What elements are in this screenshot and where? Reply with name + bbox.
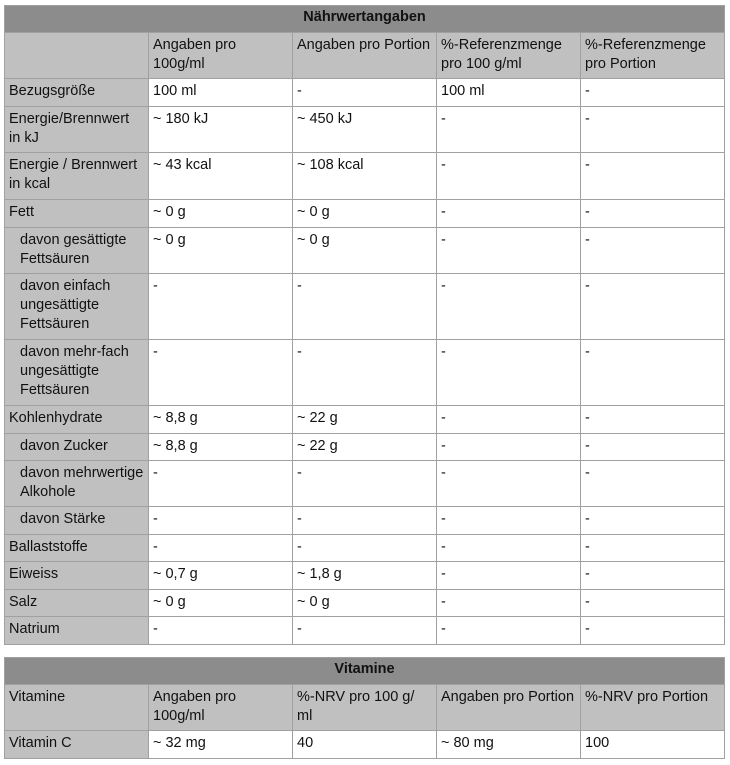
table-row <box>5 731 725 759</box>
cell-value: ~ 22 g <box>293 434 437 461</box>
row-label: Fett <box>5 200 149 228</box>
cell-value: ~ 0 g <box>293 200 437 228</box>
table-title: Nährwertangaben <box>5 6 725 33</box>
table-row <box>5 406 725 434</box>
table-row <box>5 461 725 507</box>
cell-value: - <box>437 434 581 461</box>
cell-value: - <box>581 535 725 562</box>
cell-value: 100 <box>581 731 725 759</box>
cell-value: 40 <box>293 731 437 759</box>
row-label: davon Zucker <box>5 434 149 461</box>
table-row <box>5 107 725 153</box>
column-header: %-Referenzmenge pro 100 g/ml <box>437 33 581 79</box>
column-header: Angaben pro 100g/ml <box>149 33 293 79</box>
row-label: Ballaststoffe <box>5 535 149 562</box>
row-label: davon einfach ungesättigte Fettsäuren <box>5 274 149 340</box>
table-row <box>5 562 725 590</box>
cell-value: 100 ml <box>437 79 581 107</box>
cell-value: - <box>437 107 581 153</box>
column-header: %-Referenzmenge pro Portion <box>581 33 725 79</box>
row-label: Kohlenhydrate <box>5 406 149 434</box>
cell-value: ~ 43 kcal <box>149 153 293 200</box>
table-row <box>5 153 725 200</box>
cell-value: - <box>437 535 581 562</box>
cell-value: - <box>581 79 725 107</box>
cell-value: - <box>581 200 725 228</box>
table-row <box>5 340 725 406</box>
table-row <box>5 228 725 274</box>
cell-value: - <box>293 535 437 562</box>
row-label: Eiweiss <box>5 562 149 590</box>
cell-value: - <box>437 274 581 340</box>
cell-value: ~ 0,7 g <box>149 562 293 590</box>
table-row <box>5 617 725 645</box>
row-label: Energie/Brennwert in kJ <box>5 107 149 153</box>
row-label: davon mehrwertige Alkohole <box>5 461 149 507</box>
cell-value: - <box>581 153 725 200</box>
cell-value: - <box>581 617 725 645</box>
cell-value: ~ 0 g <box>149 590 293 617</box>
cell-value: - <box>437 228 581 274</box>
cell-value: 100 ml <box>149 79 293 107</box>
column-header: Angaben pro 100g/ml <box>149 685 293 731</box>
cell-value: - <box>581 107 725 153</box>
cell-value: ~ 1,8 g <box>293 562 437 590</box>
cell-value: ~ 0 g <box>149 200 293 228</box>
cell-value: - <box>437 340 581 406</box>
cell-value: ~ 108 kcal <box>293 153 437 200</box>
cell-value: - <box>293 79 437 107</box>
table-row <box>5 434 725 461</box>
cell-value: ~ 22 g <box>293 406 437 434</box>
row-label: Bezugsgröße <box>5 79 149 107</box>
cell-value: - <box>149 617 293 645</box>
cell-value: - <box>437 590 581 617</box>
cell-value: ~ 0 g <box>293 228 437 274</box>
cell-value: - <box>437 153 581 200</box>
cell-value: - <box>581 228 725 274</box>
cell-value: - <box>581 507 725 535</box>
cell-value: ~ 80 mg <box>437 731 581 759</box>
cell-value: - <box>293 340 437 406</box>
cell-value: - <box>581 274 725 340</box>
table-row <box>5 590 725 617</box>
row-label: davon mehr-fach ungesättigte Fettsäuren <box>5 340 149 406</box>
table-row <box>5 535 725 562</box>
cell-value: - <box>149 507 293 535</box>
cell-value: - <box>293 507 437 535</box>
cell-value: - <box>437 507 581 535</box>
vitamin-table <box>4 657 725 759</box>
cell-value: - <box>581 434 725 461</box>
cell-value: - <box>437 617 581 645</box>
cell-value: - <box>437 406 581 434</box>
cell-value: ~ 8,8 g <box>149 406 293 434</box>
cell-value: - <box>149 274 293 340</box>
cell-value: ~ 0 g <box>293 590 437 617</box>
row-label: Vitamin C <box>5 731 149 759</box>
cell-value: - <box>581 461 725 507</box>
column-header: Angaben pro Portion <box>293 33 437 79</box>
cell-value: ~ 450 kJ <box>293 107 437 153</box>
cell-value: - <box>437 461 581 507</box>
column-header <box>5 33 149 79</box>
table-row <box>5 200 725 228</box>
cell-value: ~ 8,8 g <box>149 434 293 461</box>
cell-value: - <box>437 562 581 590</box>
column-header: %-NRV pro Portion <box>581 685 725 731</box>
table-row <box>5 274 725 340</box>
cell-value: - <box>149 535 293 562</box>
header-row <box>5 33 725 79</box>
row-label: davon Stärke <box>5 507 149 535</box>
row-label: davon gesättigte Fettsäuren <box>5 228 149 274</box>
cell-value: - <box>581 406 725 434</box>
cell-value: - <box>581 590 725 617</box>
column-header: Angaben pro Portion <box>437 685 581 731</box>
header-row <box>5 685 725 731</box>
row-label: Energie / Brennwert in kcal <box>5 153 149 200</box>
cell-value: ~ 180 kJ <box>149 107 293 153</box>
cell-value: - <box>581 562 725 590</box>
cell-value: - <box>581 340 725 406</box>
row-label: Salz <box>5 590 149 617</box>
row-label: Natrium <box>5 617 149 645</box>
column-header: %-NRV pro 100 g/ ml <box>293 685 437 731</box>
cell-value: ~ 0 g <box>149 228 293 274</box>
cell-value: - <box>293 617 437 645</box>
column-header: Vitamine <box>5 685 149 731</box>
cell-value: - <box>293 274 437 340</box>
cell-value: - <box>149 461 293 507</box>
naehrwert-table <box>4 5 725 645</box>
cell-value: - <box>437 200 581 228</box>
cell-value: ~ 32 mg <box>149 731 293 759</box>
table-title: Vitamine <box>5 658 725 685</box>
table-row <box>5 79 725 107</box>
cell-value: - <box>149 340 293 406</box>
table-row <box>5 507 725 535</box>
cell-value: - <box>293 461 437 507</box>
